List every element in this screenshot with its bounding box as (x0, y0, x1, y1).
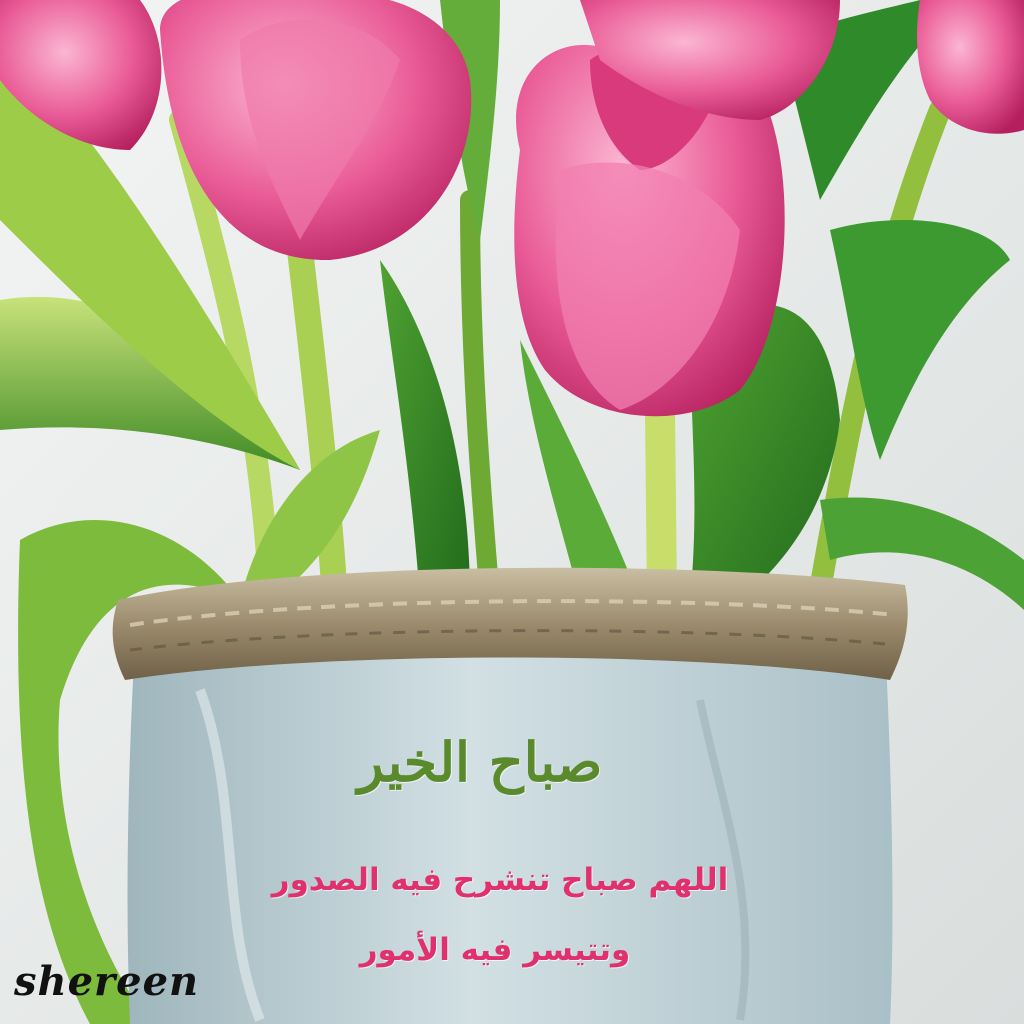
greeting-title: صباح الخير (357, 730, 603, 794)
prayer-line-1: اللهم صباح تنشرح فيه الصدور (271, 862, 729, 898)
signature-watermark: shereen (14, 958, 200, 1005)
prayer-line-2: وتتيسر فيه الأمور (359, 932, 631, 968)
